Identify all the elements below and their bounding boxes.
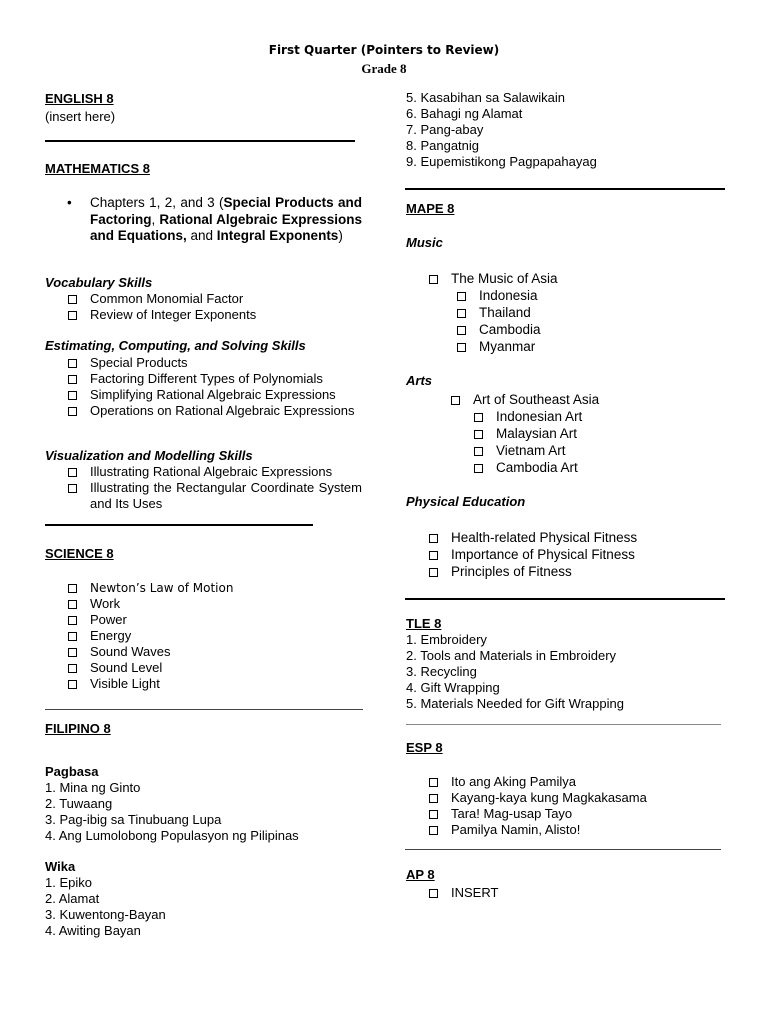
- music-sublist: [457, 287, 717, 355]
- vocab-title: Vocabulary Skills: [45, 275, 153, 290]
- list-item: Visible Light: [68, 676, 362, 692]
- list-item: 8. Pangatnig: [406, 138, 480, 153]
- ap-list: [429, 885, 719, 901]
- music-list: [429, 270, 719, 287]
- list-item: Importance of Physical Fitness: [429, 546, 719, 563]
- list-item: 1. Embroidery: [406, 632, 487, 647]
- list-item: Operations on Rational Algebraic Expressions: [68, 403, 362, 419]
- list-item: Special Products: [68, 355, 362, 371]
- chapter-rational-algebraic: Rational Algebraic Expressions and Equations,: [90, 211, 362, 243]
- math-chapters: [90, 195, 362, 245]
- list-item: 9. Eupemistikong Pagpapahayag: [406, 154, 597, 169]
- list-item: INSERT: [429, 885, 719, 901]
- arts-list: [451, 391, 721, 408]
- wika-title: Wika: [45, 859, 76, 874]
- chapters-pre: Chapters 1, 2, and 3 (: [90, 195, 224, 210]
- mape-heading: MAPE 8: [406, 201, 455, 216]
- esp-heading: ESP 8: [406, 740, 443, 755]
- list-item: Indonesian Art: [474, 408, 714, 425]
- tle-heading: TLE 8: [406, 616, 442, 631]
- list-item: Illustrating Rational Algebraic Expressions: [68, 464, 362, 480]
- list-item: The Music of Asia: [429, 270, 719, 287]
- list-item: Malaysian Art: [474, 425, 714, 442]
- tle-list: [406, 632, 624, 712]
- list-item: Cambodia Art: [474, 459, 714, 476]
- list-item: 1. Epiko: [45, 875, 92, 890]
- list-item: Principles of Fitness: [429, 563, 719, 580]
- list-item: Sound Waves: [68, 644, 362, 660]
- divider: [405, 188, 725, 190]
- list-item: 6. Bahagi ng Alamat: [406, 106, 523, 121]
- divider: [406, 724, 721, 725]
- list-item: Pamilya Namin, Alisto!: [429, 822, 719, 838]
- arts-sublist: [474, 408, 714, 476]
- list-item: Kayang-kaya kung Magkakasama: [429, 790, 719, 806]
- list-item: 7. Pang-abay: [406, 122, 484, 137]
- list-item: Newton’s Law of Motion: [68, 580, 362, 596]
- list-item: Tara! Mag-usap Tayo: [429, 806, 719, 822]
- list-item: Factoring Different Types of Polynomials: [68, 371, 362, 387]
- science-list: [68, 580, 362, 692]
- divider: [405, 598, 725, 600]
- list-item: Myanmar: [457, 338, 717, 355]
- science-heading: SCIENCE 8: [45, 546, 114, 561]
- list-item: 2. Tuwaang: [45, 796, 113, 811]
- pe-title: Physical Education: [406, 494, 526, 509]
- list-item: 2. Alamat: [45, 891, 100, 906]
- grade-label: Grade 8: [361, 61, 407, 76]
- list-item: Vietnam Art: [474, 442, 714, 459]
- estimating-list: [68, 355, 362, 419]
- list-item: 4. Awiting Bayan: [45, 923, 141, 938]
- divider: [405, 849, 721, 850]
- divider: [45, 140, 355, 142]
- list-item: Common Monomial Factor: [68, 291, 362, 307]
- list-item: Work: [68, 596, 362, 612]
- wika-list-a: [45, 875, 166, 939]
- list-item: Energy: [68, 628, 362, 644]
- list-item: 3. Pag-ibig sa Tinubuang Lupa: [45, 812, 222, 827]
- list-item: Cambodia: [457, 321, 717, 338]
- visual-list: [68, 464, 362, 512]
- chapters-comma: ,: [151, 211, 160, 227]
- list-item: 3. Recycling: [406, 664, 477, 679]
- list-item: Indonesia: [457, 287, 717, 304]
- list-item: Health-related Physical Fitness: [429, 529, 719, 546]
- ap-heading: AP 8: [406, 867, 435, 882]
- filipino-heading: FILIPINO 8: [45, 721, 111, 736]
- pagbasa-list: [45, 780, 299, 844]
- list-item: 5. Kasabihan sa Salawikain: [406, 90, 565, 105]
- list-item: 4. Gift Wrapping: [406, 680, 500, 695]
- list-item: Simplifying Rational Algebraic Expressions: [68, 387, 362, 403]
- visual-title: Visualization and Modelling Skills: [45, 448, 253, 463]
- estimating-title: Estimating, Computing, and Solving Skills: [45, 338, 306, 353]
- vocab-list: [68, 291, 362, 323]
- chapters-post: ): [338, 228, 343, 243]
- list-item: 2. Tools and Materials in Embroidery: [406, 648, 617, 663]
- pe-list: [429, 529, 719, 580]
- list-item: 3. Kuwentong-Bayan: [45, 907, 166, 922]
- esp-list: [429, 774, 719, 838]
- music-title: Music: [406, 235, 443, 250]
- chapters-and: and: [186, 228, 217, 243]
- divider: [45, 524, 313, 526]
- list-item: Review of Integer Exponents: [68, 307, 362, 323]
- wika-list-b: [406, 90, 597, 170]
- list-item: Sound Level: [68, 660, 362, 676]
- divider: [45, 709, 363, 710]
- list-item: 5. Materials Needed for Gift Wrapping: [406, 696, 624, 711]
- english-note: (insert here): [45, 109, 116, 124]
- list-item: Art of Southeast Asia: [451, 391, 721, 408]
- list-item: 4. Ang Lumolobong Populasyon ng Pilipinas: [45, 828, 299, 843]
- pagbasa-title: Pagbasa: [45, 764, 99, 779]
- chapter-integral-exponents: Integral Exponents: [216, 228, 339, 243]
- chapter-special-products: Special Products and Factoring: [90, 195, 362, 227]
- math-heading: MATHEMATICS 8: [45, 161, 150, 176]
- bullet-icon: •: [67, 195, 72, 210]
- list-item: Thailand: [457, 304, 717, 321]
- english-heading: ENGLISH 8: [45, 91, 114, 106]
- arts-title: Arts: [406, 373, 433, 388]
- list-item: Power: [68, 612, 362, 628]
- document-title: First Quarter (Pointers to Review): [268, 43, 500, 57]
- list-item: 1. Mina ng Ginto: [45, 780, 141, 795]
- list-item: Illustrating the Rectangular Coordinate System and Its Uses: [68, 480, 362, 512]
- list-item: Ito ang Aking Pamilya: [429, 774, 719, 790]
